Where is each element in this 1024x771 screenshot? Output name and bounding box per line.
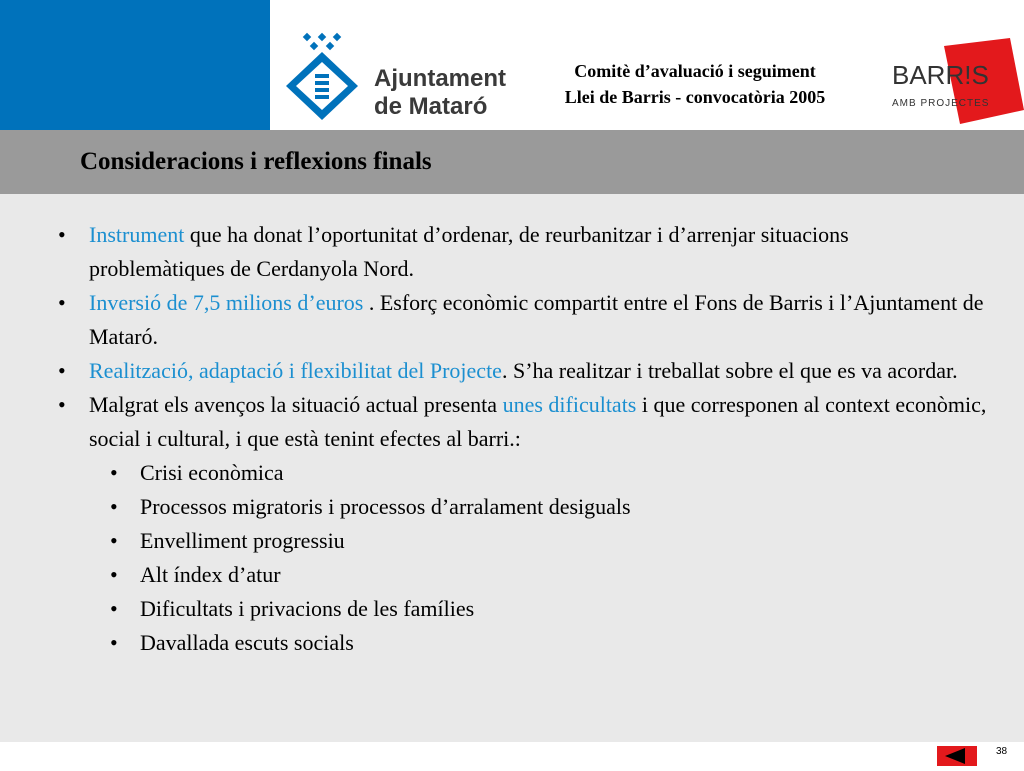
bullet-icon: • [58,222,66,247]
barris-logo-subtext: AMB PROJECTES [892,98,990,109]
bullet-icon: • [110,596,118,621]
bullet-icon: • [58,358,66,383]
sub-bullet-text: Alt índex d’atur [140,562,281,587]
bullet-item [58,218,988,286]
sub-bullet-text: Processos migratoris i processos d’arralament desiguals [140,494,631,519]
sub-bullet-list [110,456,988,660]
bullet-item [58,286,988,354]
bullet-icon: • [58,290,66,315]
page-number: 38 [996,746,1008,757]
bullet-highlight: unes dificultats [502,392,637,417]
slide-title: Consideracions i reflexions finals [80,148,432,175]
ajuntament-logo-text [374,65,506,121]
committee-heading [520,58,870,110]
logo-line-2: de Mataró [374,93,488,120]
bullet-highlight: Instrument [89,222,185,247]
bullet-text: i que corresponen al context econòmic, social i cultural, i que està tenint efectes al barri.: [89,392,987,451]
sub-bullet-item [110,524,988,558]
back-arrow-icon [937,746,977,766]
bullet-icon: • [110,562,118,587]
bullet-text: que ha donat l’oportunitat d’ordenar, de reurbanitzar i d’arrenjar situacions problemàtiques de Cerdanyola Nord. [89,222,849,281]
bullet-text: Malgrat els avenços la situació actual presenta [89,392,503,417]
committee-line-2: Llei de Barris - convocatòria 2005 [564,87,826,107]
committee-line-1: Comitè d’avaluació i seguiment [574,61,816,81]
bullet-text: . Esforç econòmic compartit entre el Fons de Barris i l’Ajuntament de Mataró. [89,290,984,349]
bullet-icon: • [110,528,118,553]
logo-line-1: Ajuntament [374,65,506,92]
bullet-icon: • [58,392,66,417]
bullet-list [58,218,988,660]
bullet-icon: • [110,630,118,655]
sub-bullet-item [110,626,988,660]
sub-bullet-text: Davallada escuts socials [140,630,354,655]
barris-logo-text: BARR!S [892,60,989,90]
bullet-text: . S’ha realitzar i treballat sobre el que es va acordar. [501,358,958,383]
bullet-icon: • [110,494,118,519]
sub-bullet-text: Crisi econòmica [140,460,284,485]
barris-logo [888,38,1024,128]
bullet-highlight: Inversió de 7,5 milions d’euros [89,290,364,315]
ajuntament-crest-icon [282,30,362,122]
sub-bullet-text: Dificultats i privacions de les famílies [140,596,475,621]
bullet-item [58,354,988,388]
sub-bullet-item [110,592,988,626]
bullet-highlight: Realització, adaptació i flexibilitat del Projecte [89,358,502,383]
sub-bullet-item [110,490,988,524]
slide-footer [0,742,1024,768]
slide-header [0,0,1024,130]
sub-bullet-item [110,456,988,490]
bullet-item [58,388,988,660]
sub-bullet-text: Envelliment progressiu [140,528,345,553]
sub-bullet-item [110,558,988,592]
bullet-icon: • [110,460,118,485]
previous-slide-button[interactable] [937,746,977,766]
